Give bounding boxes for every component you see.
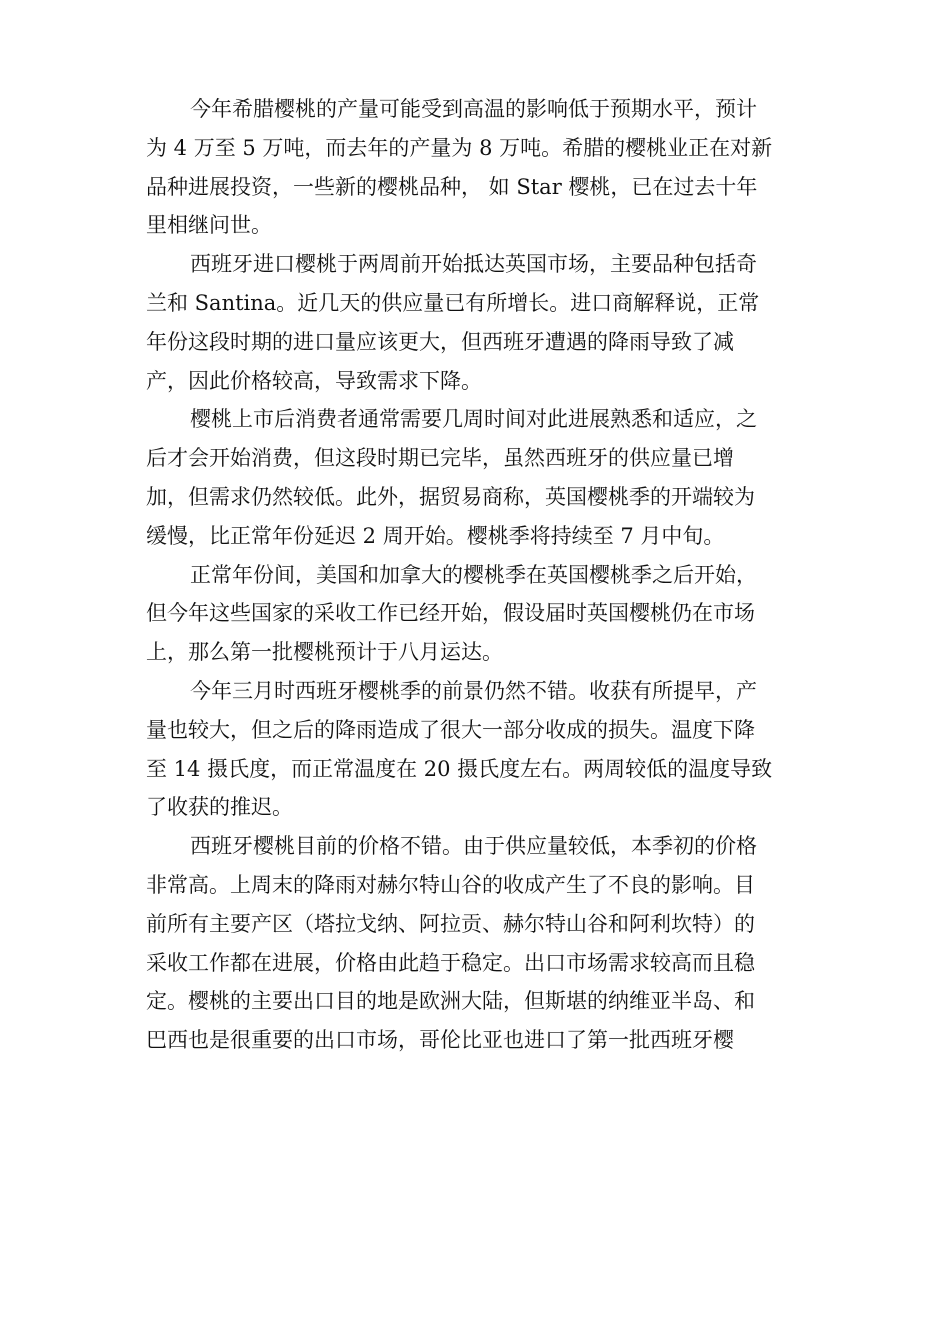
text-line: 为 4 万至 5 万吨，而去年的产量为 8 万吨。希腊的樱桃业正在对新 (146, 135, 773, 160)
text-line: 品种进展投资，一些新的樱桃品种， 如 Star 樱桃，已在过去十年 (146, 174, 758, 199)
text-line: 缓慢，比正常年份延迟 2 周开始。樱桃季将持续至 7 月中旬。 (146, 523, 725, 548)
text-line: 里相继问世。 (146, 213, 272, 238)
paragraph (146, 400, 806, 555)
text-line: 西班牙樱桃目前的价格不错。由于供应量较低，本季初的价格 (190, 834, 757, 859)
text-line: 加，但需求仍然较低。此外，据贸易商称，英国樱桃季的开端较为 (146, 484, 755, 509)
paragraph (146, 556, 806, 672)
text-line: 至 14 摄氏度，而正常温度在 20 摄氏度左右。两周较低的温度导致 (146, 756, 773, 781)
text-line: 樱桃上市后消费者通常需要几周时间对此进展熟悉和适应，之 (190, 407, 757, 432)
text-line: 巴西也是很重要的出口市场，哥伦比亚也进口了第一批西班牙樱 (146, 1028, 734, 1053)
text-line: 后才会开始消费，但这段时期已完毕，虽然西班牙的供应量已增 (146, 446, 734, 471)
paragraph (146, 672, 806, 827)
text-line: 今年三月时西班牙樱桃季的前景仍然不错。收获有所提早，产 (190, 678, 757, 703)
paragraph (146, 245, 806, 400)
text-line: 年份这段时期的进口量应该更大，但西班牙遭遇的降雨导致了减 (146, 329, 734, 354)
text-line: 了收获的推迟。 (146, 795, 293, 820)
text-line: 上，那么第一批樱桃预计于八月运达。 (146, 640, 503, 665)
text-line: 西班牙进口樱桃于两周前开始抵达英国市场，主要品种包括奇 (190, 252, 757, 277)
text-line: 兰和 Santina。近几天的供应量已有所增长。进口商解释说，正常 (146, 290, 760, 315)
text-line: 正常年份间，美国和加拿大的樱桃季在英国樱桃季之后开始， (190, 562, 757, 587)
text-line: 非常高。上周末的降雨对赫尔特山谷的收成产生了不良的影响。目 (146, 872, 755, 897)
text-line: 产，因此价格较高，导致需求下降。 (146, 368, 482, 393)
article-body (146, 90, 806, 1060)
paragraph (146, 90, 806, 245)
text-line: 前所有主要产区（塔拉戈纳、阿拉贡、赫尔特山谷和阿利坎特）的 (146, 911, 755, 936)
text-line: 量也较大，但之后的降雨造成了很大一部分收成的损失。温度下降 (146, 717, 755, 742)
text-line: 定。樱桃的主要出口目的地是欧洲大陆，但斯堪的纳维亚半岛、和 (146, 989, 755, 1014)
paragraph (146, 827, 806, 1060)
text-line: 采收工作都在进展，价格由此趋于稳定。出口市场需求较高而且稳 (146, 950, 755, 975)
text-line: 但今年这些国家的采收工作已经开始，假设届时英国樱桃仍在市场 (146, 601, 755, 626)
text-line: 今年希腊樱桃的产量可能受到高温的影响低于预期水平，预计 (190, 97, 757, 121)
